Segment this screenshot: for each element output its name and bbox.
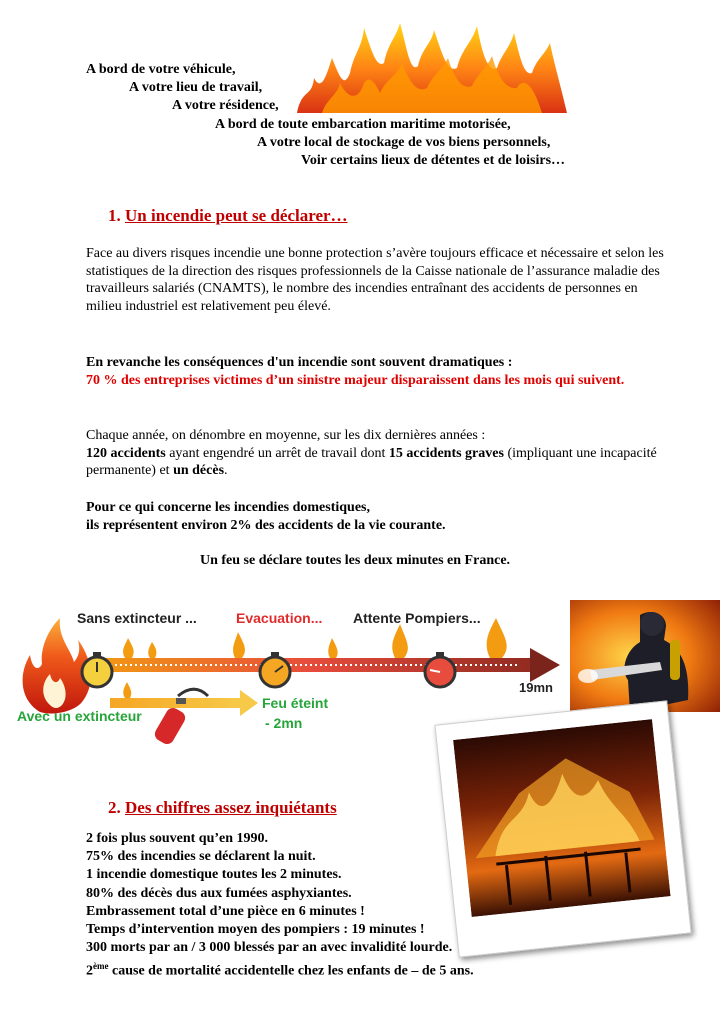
intro-line-2: A votre lieu de travail, [129,80,263,95]
section-1-paragraph-1: Face au divers risques incendie une bonne protection s’avère toujours efficace et nécessaire et selon les statistiques de la direction des risques professionnels de la Caisse nationale de l’assurance maladie des travailleurs salariés (CNAMTS), le nombre des incendies entraînant des accidents de personnes en milieu industriel est relativement peu élevé. [86,246,664,314]
stat-item-8-number: 2 [86,964,93,980]
consequences-text: En revanche les conséquences d'un incendie sont souvent dramatiques : [86,355,513,370]
intro-line-1: A bord de votre véhicule, [86,62,236,77]
stat-item-2: 75% des incendies se déclarent la nuit. [86,849,316,865]
section-1-title: Un incendie peut se déclarer… [125,206,348,225]
stopwatch-red-icon [425,652,455,687]
yearly-stats-intro: Chaque année, on dénombre en moyenne, sur les dix dernières années : [86,428,486,443]
timeline-label-attente-pompiers: Attente Pompiers... [353,610,481,626]
stat-item-8-text: cause de mortalité accidentelle chez les enfants de – de 5 ans. [108,964,474,980]
domestic-fires-line-1: Pour ce qui concerne les incendies domestiques, [86,500,371,515]
stopwatch-orange-icon [260,652,290,687]
stat-item-8-superscript: ème [93,961,109,972]
firefighter-photo [570,600,720,712]
serious-accidents-count: 15 accidents graves [388,445,504,461]
fire-frequency-text: Un feu se déclare toutes les deux minutes en France. [200,553,511,568]
timeline-label-avec-extincteur: Avec un extincteur [17,708,142,724]
section-2-heading [108,798,337,818]
burning-house-photo [453,719,671,917]
stat-item-4: 80% des décès dus aux fumées asphyxiantes. [86,885,352,901]
accidents-text-1: ayant engendré un arrêt de travail dont [165,445,389,461]
death-count: un décès [173,463,225,478]
seventy-percent-text: 70 % des entreprises victimes d’un sinistre majeur disparaissent dans les mois qui suivent. [86,372,625,388]
section-1-number: 1. [108,206,121,225]
section-2-number: 2. [108,798,121,817]
stat-item-1: 2 fois plus souvent qu’en 1990. [86,831,269,846]
intro-line-4: A bord de toute embarcation maritime motorisée, [215,117,511,132]
timeline-label-2mn: - 2mn [265,715,303,731]
intro-line-3: A votre résidence, [172,98,279,113]
accidents-count: 120 accidents [86,445,166,461]
accidents-text-2: (impliquant une incapacité permanente) et [86,445,657,478]
fire-extinguisher-icon [152,689,208,745]
stat-item-6: Temps d’intervention moyen des pompiers : 19 minutes ! [86,922,425,938]
section-1-paragraph-3 [86,427,666,480]
intro-line-6: Voir certains lieux de détentes et de loisirs… [301,153,566,168]
accidents-text-3: . [224,463,228,478]
intro-line-5: A votre local de stockage de vos biens personnels, [257,135,551,150]
timeline-label-feu-eteint: Feu éteint [262,695,329,711]
flames-banner-image [292,18,572,113]
section-1-paragraph-2 [86,354,666,389]
stat-item-8 [86,957,474,981]
section-1-paragraph-4 [86,499,666,534]
section-1-heading [108,206,348,226]
timeline-label-evacuation: Evacuation... [236,610,323,626]
domestic-fires-line-2: ils représentent environ 2% des accidents de la vie courante. [86,517,446,533]
stat-item-7: 300 morts par an / 3 000 blessés par an avec invalidité lourde. [86,940,453,956]
stat-item-3: 1 incendie domestique toutes les 2 minutes. [86,867,342,883]
statistics-list [86,830,474,981]
timeline-label-19mn: 19mn [519,680,553,695]
stat-item-5: Embrassement total d’une pièce en 6 minutes ! [86,903,365,919]
yearly-stats-detail [86,445,666,480]
timeline-label-sans-extincteur: Sans extincteur ... [77,610,197,626]
section-2-title: Des chiffres assez inquiétants [125,798,337,817]
